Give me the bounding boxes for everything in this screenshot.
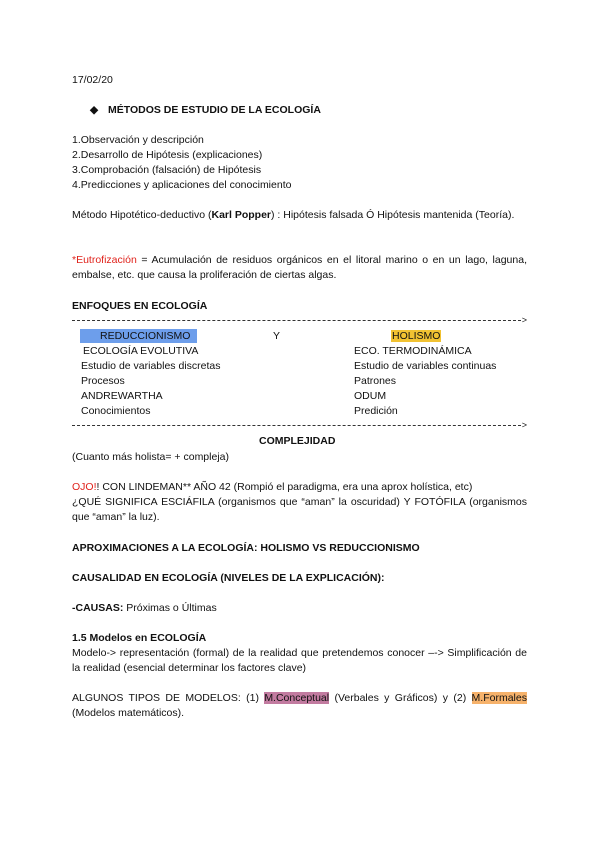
holismo-item: Estudio de variables continuas xyxy=(354,360,497,372)
hypothetico-paragraph xyxy=(72,208,527,223)
causas-line xyxy=(72,601,217,615)
conceptual-highlight: M.Conceptual xyxy=(264,692,330,704)
divider-arrow xyxy=(72,315,527,325)
tipos-prefix: ALGUNOS TIPOS DE MODELOS: (1) xyxy=(72,692,265,704)
holismo-item: Predición xyxy=(354,405,398,417)
aproximaciones-heading: APROXIMACIONES A LA ECOLOGÍA: HOLISMO VS REDUCCIONISMO xyxy=(72,542,420,554)
reduccionismo-item: ECOLOGÍA EVOLUTIVA xyxy=(83,345,199,357)
holismo-item: ECO. TERMODINÁMICA xyxy=(354,345,472,357)
eutrofizacion-paragraph xyxy=(72,253,527,283)
complejidad-note: (Cuanto más holista= + compleja) xyxy=(72,451,229,463)
reduccionismo-item: Conocimientos xyxy=(81,405,151,417)
arrow-right-icon: > xyxy=(521,315,527,325)
ojo-text: ! CON LINDEMAN** AÑO 42 (Rompió el paradigma, era una aprox holística, etc) xyxy=(96,481,473,493)
causas-text: Próximas o Últimas xyxy=(123,602,217,614)
ojo-label: OJO! xyxy=(72,481,97,493)
reduccionismo-item: Estudio de variables discretas xyxy=(81,360,221,372)
reduccionismo-item: ANDREWARTHA xyxy=(81,390,163,402)
arrow-right-icon: > xyxy=(521,420,527,430)
method-list-item: 1.Observación y descripción xyxy=(72,134,204,146)
eutrofizacion-definition: = Acumulación de residuos orgánicos en el litoral marino o en un lago, laguna, embalse, etc. que causa la proliferación de ciertas algas. xyxy=(72,254,527,281)
method-list-item: 4.Predicciones y aplicaciones del conocimiento xyxy=(72,179,292,191)
method-list-item: 2.Desarrollo de Hipótesis (explicaciones) xyxy=(72,149,263,161)
formales-highlight: M.Formales xyxy=(471,692,527,704)
conceptual-desc: (Verbales y Gráficos) y (2) xyxy=(329,692,472,704)
holismo-item: ODUM xyxy=(354,390,387,402)
divider-arrow xyxy=(72,420,527,430)
hypothetico-text-end: ) : Hipótesis falsada Ó Hipótesis mantenida (Teoría). xyxy=(271,209,515,221)
author-name: Karl Popper xyxy=(211,209,272,221)
method-list-item: 3.Comprobación (falsación) de Hipótesis xyxy=(72,164,262,176)
date: 17/02/20 xyxy=(72,74,113,86)
holismo-header: HOLISMO xyxy=(392,330,441,342)
holismo-item: Patrones xyxy=(354,375,397,387)
heading-text: MÉTODOS DE ESTUDIO DE LA ECOLOGÍA xyxy=(108,104,321,116)
causalidad-heading: CAUSALIDAD EN ECOLOGÍA (NIVELES DE LA EXPLICACIÓN): xyxy=(72,572,385,584)
ojo-line xyxy=(72,480,472,494)
reduccionismo-item: Procesos xyxy=(81,375,125,387)
modelos-definition: Modelo-> representación (formal) de la realidad que pretendemos conocer –-> Simplificación de la realidad (esencial determinar los factores clave) xyxy=(72,647,527,674)
complejidad-label: COMPLEJIDAD xyxy=(259,435,336,447)
section-heading xyxy=(90,103,321,117)
diamond-bullet-icon: ◆ xyxy=(90,104,99,116)
y-connector: Y xyxy=(273,330,281,342)
formales-desc: (Modelos matemáticos). xyxy=(72,707,185,719)
modelos-heading: 1.5 Modelos en ECOLOGÍA xyxy=(72,632,207,644)
hypothetico-text: Método Hipotético-deductivo ( xyxy=(72,209,212,221)
esciafila-paragraph: ¿QUÉ SIGNIFICA ESCIÁFILA (organismos que “aman” la oscuridad) Y FOTÓFILA (organismos que “aman” la luz). xyxy=(72,496,527,523)
causas-label: -CAUSAS: xyxy=(72,602,124,614)
enfoques-title: ENFOQUES EN ECOLOGÍA xyxy=(72,300,208,312)
reduccionismo-header: REDUCCIONISMO xyxy=(80,329,197,343)
tipos-modelos-paragraph xyxy=(72,691,527,721)
eutrofizacion-term: *Eutrofización xyxy=(72,254,137,266)
